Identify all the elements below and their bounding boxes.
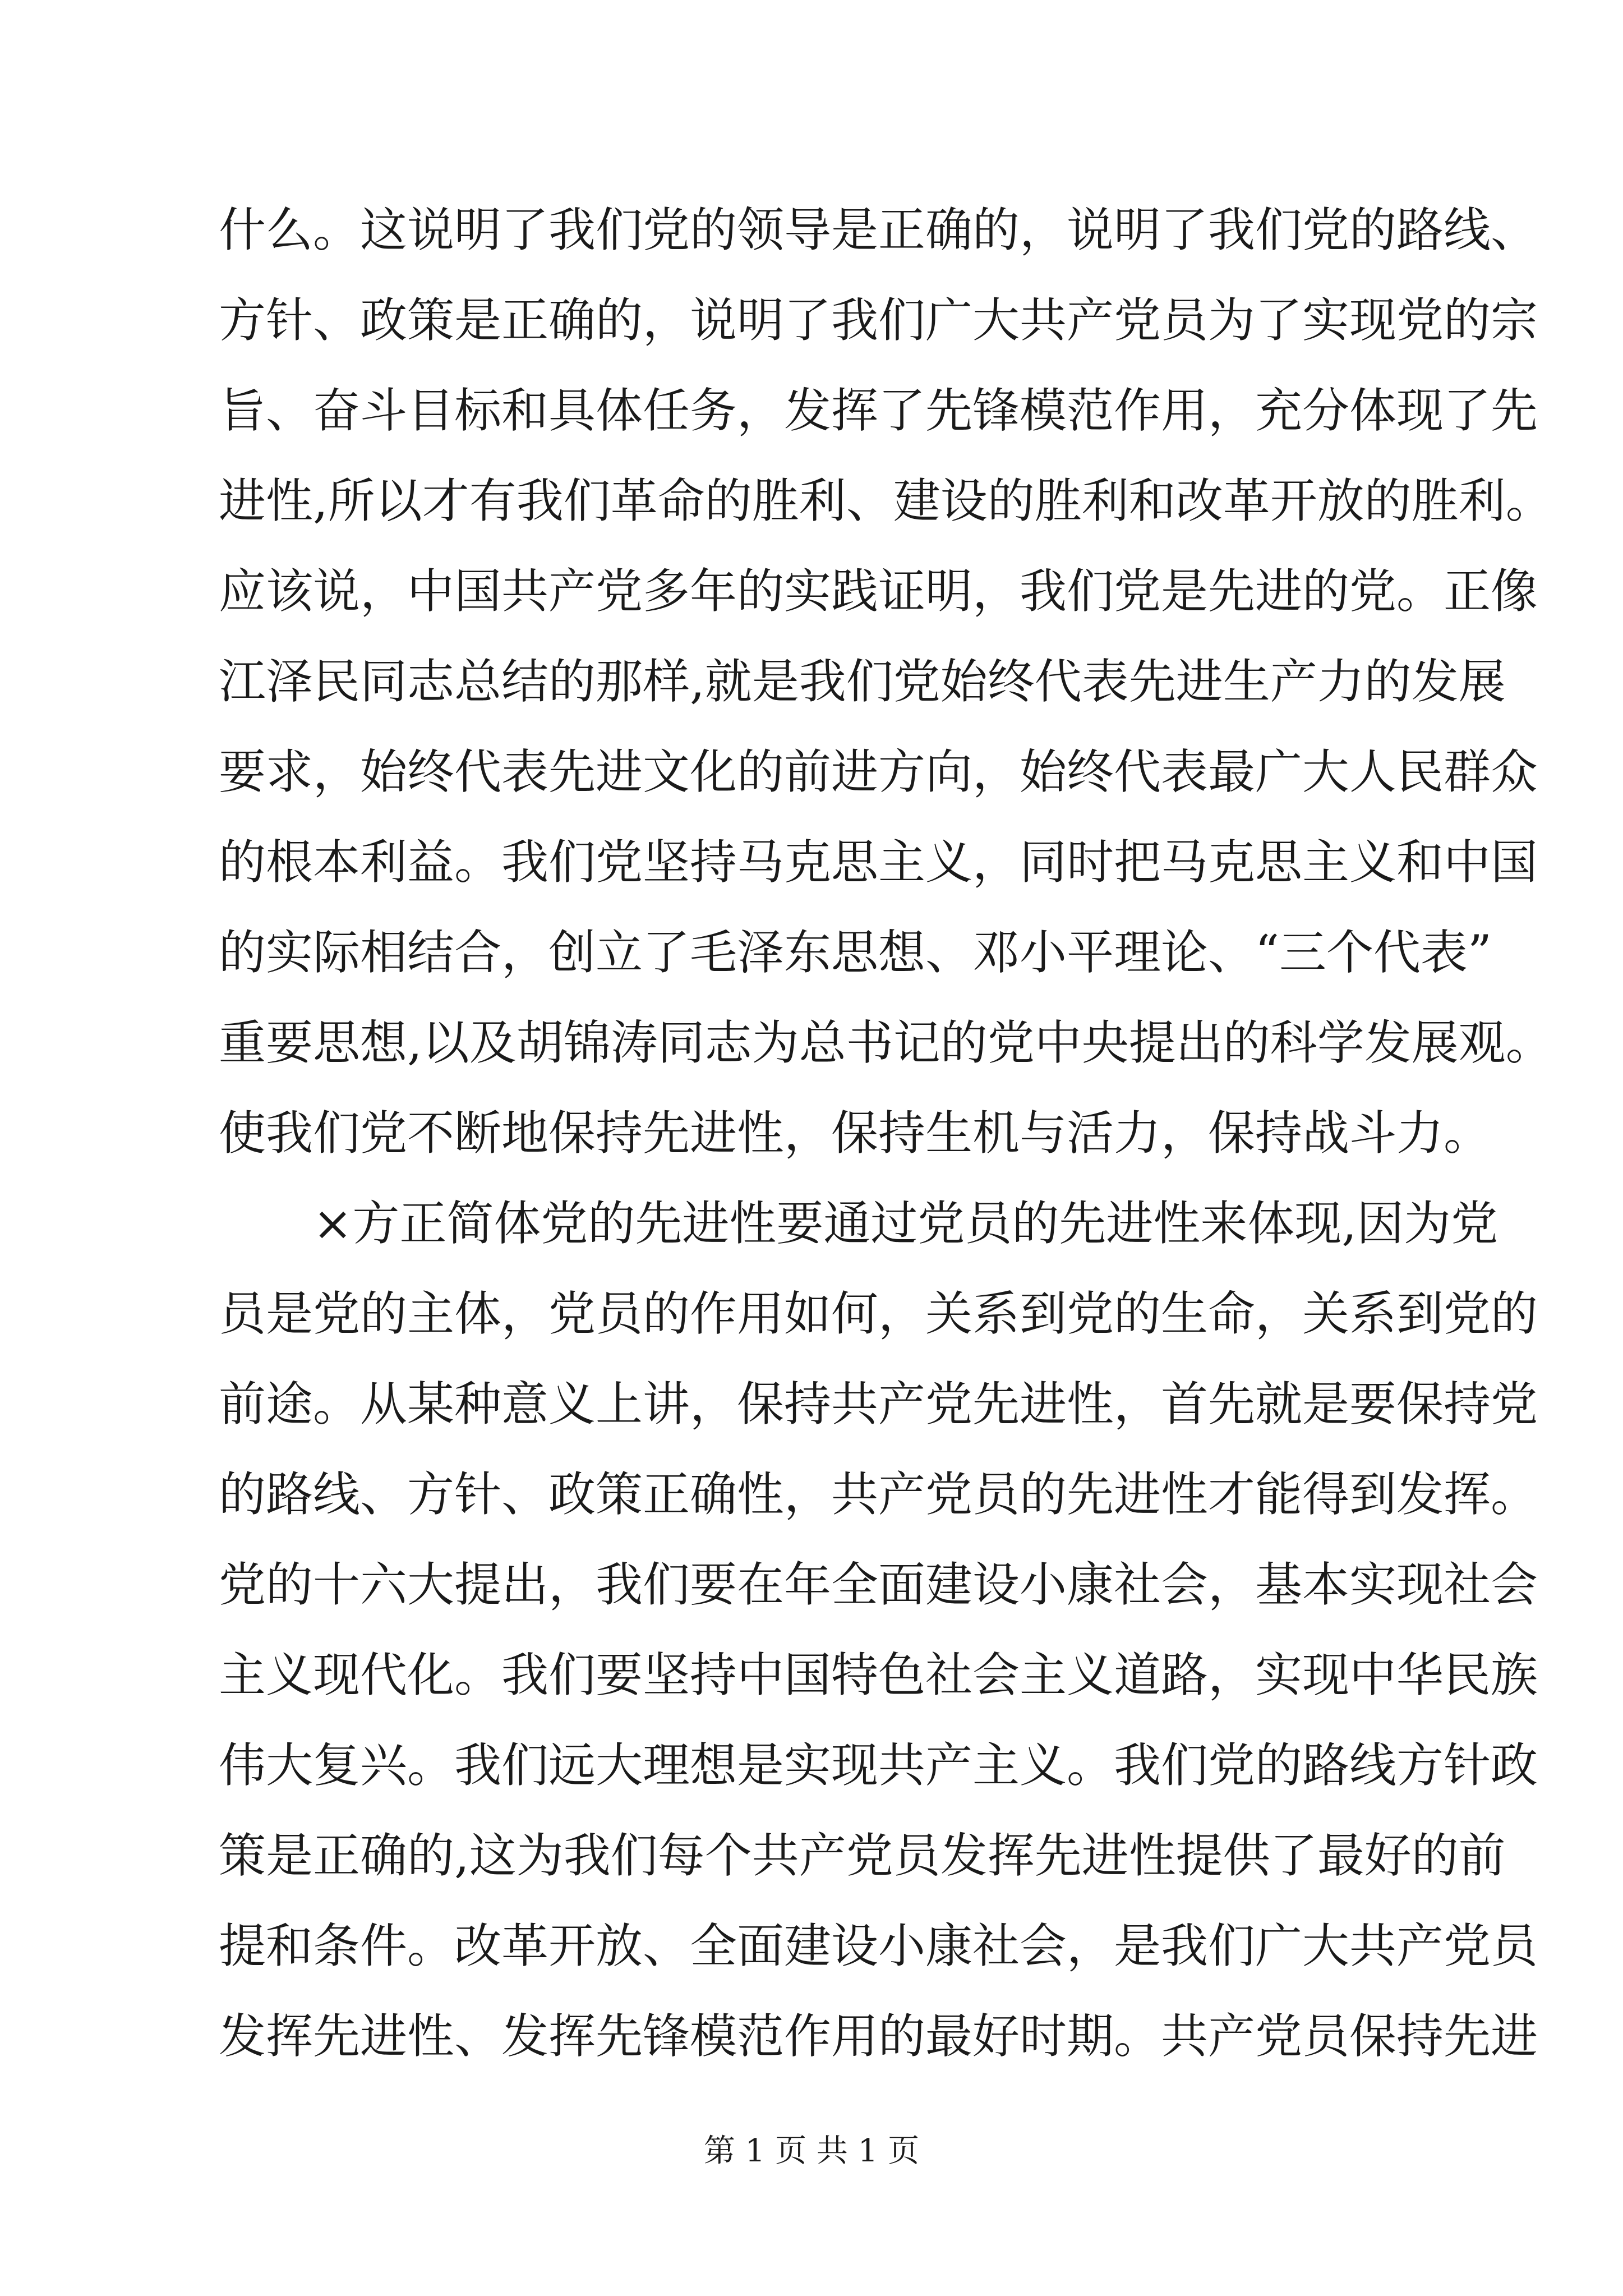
text-line: 方针、政策是正确的，说明了我们广大共产党员为了实现党的宗	[219, 293, 1538, 348]
text-line: 要求，始终代表先进文化的前进方向，始终代表最广大人民群众	[219, 744, 1538, 799]
text-line: 策是正确的,这为我们每个共产党员发挥先进性提供了最好的前	[219, 1828, 1506, 1883]
text-line: 党的十六大提出，我们要在年全面建设小康社会，基本实现社会	[219, 1557, 1538, 1612]
text-line: 江泽民同志总结的那样,就是我们党始终代表先进生产力的发展	[219, 654, 1506, 709]
text-line: 重要思想,以及胡锦涛同志为总书记的党中央提出的科学发展观。	[219, 1015, 1553, 1070]
text-line: 伟大复兴。我们远大理想是实现共产主义。我们党的路线方针政	[219, 1738, 1538, 1793]
text-line: 的根本利益。我们党坚持马克思主义，同时把马克思主义和中国	[219, 835, 1538, 890]
text-line: 什么。这说明了我们党的领导是正确的，说明了我们党的路线、	[219, 203, 1538, 257]
text-line: 发挥先进性、发挥先锋模范作用的最好时期。共产党员保持先进	[219, 2009, 1538, 2064]
text-line: 进性,所以才有我们革命的胜利、建设的胜利和改革开放的胜利。	[219, 473, 1553, 528]
text-line: 应该说，中国共产党多年的实践证明，我们党是先进的党。正像	[219, 564, 1538, 619]
page-footer: 第 1 页 共 1 页	[703, 2133, 920, 2169]
text-line: 员是党的主体，党员的作用如何，关系到党的生命，关系到党的	[219, 1286, 1538, 1341]
text-line: 主义现代化。我们要坚持中国特色社会主义道路，实现中华民族	[219, 1648, 1538, 1703]
text-line: 的实际相结合，创立了毛泽东思想、邓小平理论、“三个代表”	[219, 925, 1492, 980]
text-line: 使我们党不断地保持先进性，保持生机与活力，保持战斗力。	[219, 1106, 1491, 1161]
text-line: 提和条件。改革开放、全面建设小康社会，是我们广大共产党员	[219, 1918, 1538, 1973]
document-body	[219, 185, 1553, 2082]
paragraph-first-line: ×方正简体党的先进性要通过党员的先进性来体现,因为党	[313, 1196, 1498, 1251]
text-line: 前途。从某种意义上讲，保持共产党先进性，首先就是要保持党	[219, 1377, 1538, 1432]
text-line: 的路线、方针、政策正确性，共产党员的先进性才能得到发挥。	[219, 1467, 1538, 1522]
text-line: 旨、奋斗目标和具体任务，发挥了先锋模范作用，充分体现了先	[219, 383, 1538, 438]
